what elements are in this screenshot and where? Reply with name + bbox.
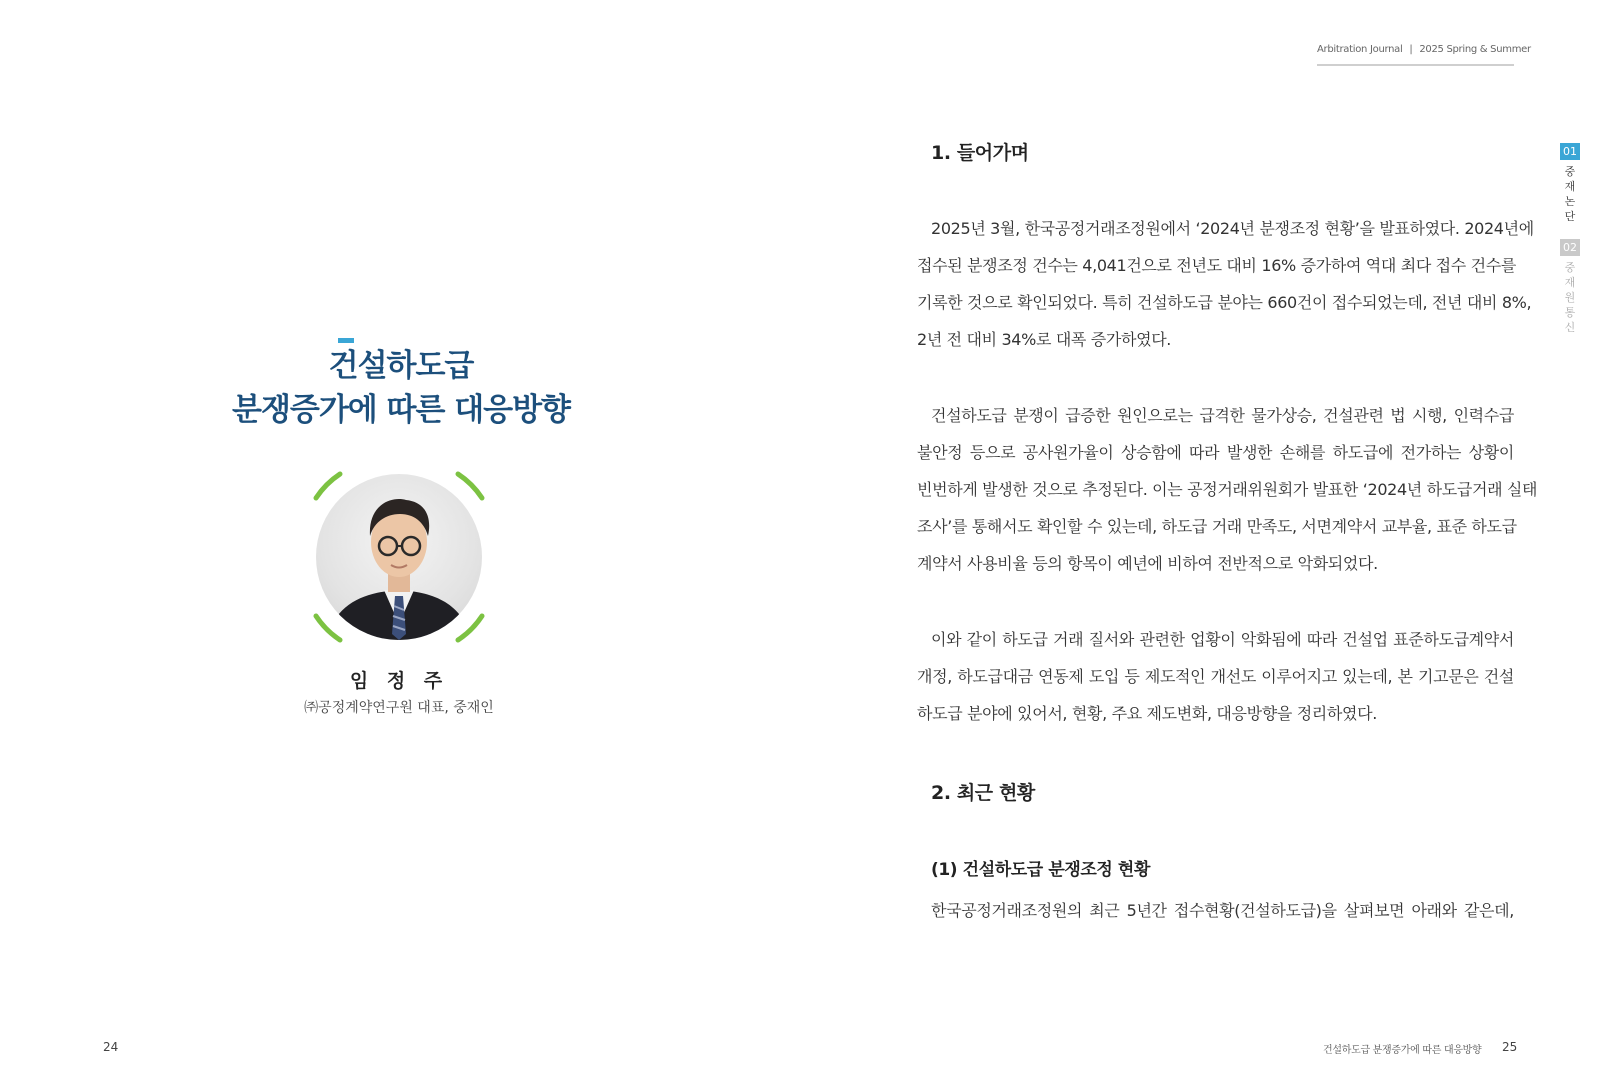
tab-char: 재: [1564, 276, 1576, 289]
header-rule: [1317, 64, 1514, 66]
side-tab-label: [1560, 164, 1580, 224]
tab-char: 원: [1564, 291, 1576, 304]
side-tab-01[interactable]: [1560, 143, 1580, 224]
paragraph-4: 한국공정거래조정원의 최근 5년간 접수현황(건설하도급)을 살펴보면 아래와 같은데,: [931, 901, 1514, 920]
section-1-heading: 1. 들어가며: [931, 142, 1029, 164]
paragraph-line: 불안정 등으로 공사원가율이 상승함에 따라 발생한 손해를 하도급에 전가하는 상황이: [917, 443, 1514, 462]
tab-char: 단: [1564, 210, 1576, 223]
paragraph-line: 이와 같이 하도급 거래 질서와 관련한 업황이 악화됨에 따라 건설업 표준하도급계약서: [931, 630, 1514, 649]
paragraph-1: [917, 210, 1534, 358]
running-header: [1317, 44, 1531, 55]
paragraph-line: 빈번하게 발생한 것으로 추정된다. 이는 공정거래위원회가 발표한 ‘2024년 하도급거래 실태: [917, 480, 1538, 499]
subsection-1-heading: (1) 건설하도급 분쟁조정 현황: [931, 860, 1150, 880]
footer-article-title: 건설하도급 분쟁증가에 따른 대응방향: [1323, 1045, 1482, 1056]
tab-char: 중: [1564, 165, 1576, 178]
author-photo: [310, 468, 488, 646]
paragraph-line: 2년 전 대비 34%로 대폭 증가하였다.: [917, 330, 1172, 349]
title-accent-bar: [338, 338, 354, 343]
paragraph-line: 건설하도급 분쟁이 급증한 원인으로는 급격한 물가상승, 건설관련 법 시행, 인력수급: [931, 406, 1514, 425]
paragraph-line: 조사’를 통해서도 확인할 수 있는데, 하도급 거래 만족도, 서면계약서 교부율, 표준 하도급: [917, 517, 1517, 536]
paragraph-line: 기록한 것으로 확인되었다. 특히 건설하도급 분야는 660건이 접수되었는데, 전년 대비 8%,: [917, 293, 1532, 312]
paragraph-line: 2025년 3월, 한국공정거래조정원에서 ‘2024년 분쟁조정 현황’을 발표하였다. 2024년에: [931, 219, 1534, 238]
author-name: 임 정 주: [349, 670, 449, 692]
paragraph-3: [917, 621, 1514, 732]
paragraph-line: 계약서 사용비율 등의 항목이 예년에 비하여 전반적으로 악화되었다.: [917, 554, 1378, 573]
article-title-line-1: 건설하도급: [328, 348, 474, 384]
tab-char: 중: [1564, 261, 1576, 274]
side-tab-02[interactable]: [1560, 239, 1580, 335]
tab-char: 통: [1564, 306, 1576, 319]
header-separator: |: [1409, 44, 1413, 55]
photo-frame-corners: [310, 468, 488, 646]
issue-label: 2025 Spring & Summer: [1419, 44, 1531, 55]
paragraph-line: 개정, 하도급대금 연동제 도입 등 제도적인 개선도 이루어지고 있는데, 본 기고문은 건설: [917, 667, 1514, 686]
section-2-heading: 2. 최근 현황: [931, 782, 1035, 804]
paragraph-line: 하도급 분야에 있어서, 현황, 주요 제도변화, 대응방향을 정리하였다.: [917, 704, 1377, 723]
article-title: [180, 344, 622, 432]
page-number-left: 24: [103, 1040, 119, 1054]
author-affiliation: ㈜공정계약연구원 대표, 중재인: [304, 700, 494, 716]
paragraph-2: [917, 397, 1538, 582]
tab-char: 재: [1564, 180, 1576, 193]
side-tab-number: 02: [1560, 239, 1580, 256]
tab-char: 논: [1564, 195, 1576, 208]
side-tab-label: [1560, 260, 1580, 335]
paragraph-line: 접수된 분쟁조정 건수는 4,041건으로 전년도 대비 16% 증가하여 역대 최다 접수 건수를: [917, 256, 1516, 275]
journal-name: Arbitration Journal: [1317, 44, 1403, 55]
page-number-right: 25: [1502, 1040, 1518, 1054]
tab-char: 신: [1564, 321, 1576, 334]
side-tab-number: 01: [1560, 143, 1580, 160]
article-title-line-2: 분쟁증가에 따른 대응방향: [232, 392, 570, 428]
